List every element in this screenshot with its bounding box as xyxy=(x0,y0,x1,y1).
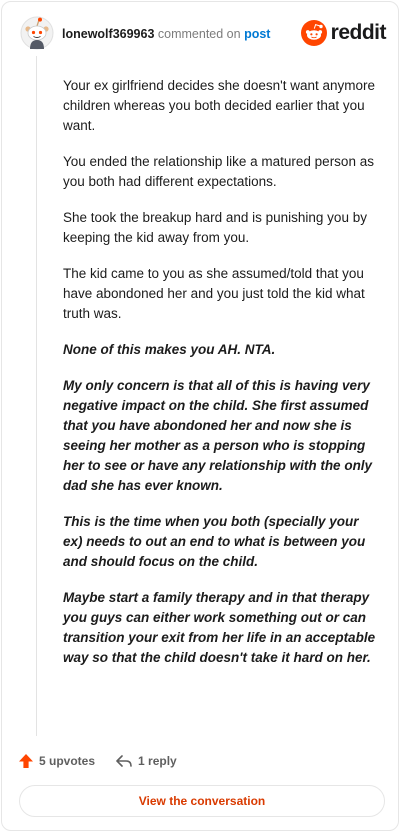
comment-paragraph-emphasis: My only concern is that all of this is having very negative impact on the child. She first assumed that you have abondoned her and now she is seeing her mother as a person who is stopping her to see or have any relationship with the only dad she has ever known. xyxy=(63,378,373,493)
upvote-arrow-icon xyxy=(18,753,34,769)
reply-arrow-icon xyxy=(115,753,133,769)
comment-paragraph: You ended the relationship like a matured person as you both had different expectations. xyxy=(63,154,374,189)
comment-paragraph: Your ex girlfriend decides she doesn't want anymore children whereas you both decided earlier that you want. xyxy=(63,78,376,133)
comment-paragraph-emphasis: Maybe start a family therapy and in that therapy you guys can either work something out or can transition your exit from her life in an acceptable way so that the child doesn't take it hard on her. xyxy=(63,590,376,665)
comment-card xyxy=(1,1,399,831)
snoo-avatar-icon[interactable] xyxy=(20,16,54,50)
commented-on-text: commented on xyxy=(157,27,241,41)
comment-paragraph-emphasis: None of this makes you AH. NTA. xyxy=(63,342,276,357)
reply-button[interactable] xyxy=(115,753,177,769)
reddit-logo[interactable] xyxy=(301,18,386,48)
reply-count: 1 reply xyxy=(138,754,177,768)
comment-paragraph-emphasis: This is the time when you both (specially your ex) needs to out an end to what is between you and should focus on the child. xyxy=(63,514,366,569)
username[interactable]: lonewolf369963 xyxy=(62,27,155,41)
reddit-snoo-icon xyxy=(301,20,327,46)
thread-line[interactable] xyxy=(36,56,37,736)
comment-actions xyxy=(18,751,177,771)
upvote-button[interactable] xyxy=(18,753,95,769)
comment-paragraph: The kid came to you as she assumed/told that you have abondoned her and you just told the kid what truth was. xyxy=(63,266,365,321)
upvote-count: 5 upvotes xyxy=(39,754,96,768)
post-link[interactable]: post xyxy=(244,27,271,41)
comment-meta xyxy=(62,27,270,41)
comment-header xyxy=(20,16,386,56)
reddit-wordmark: reddit xyxy=(330,21,386,44)
comment-body xyxy=(63,76,381,684)
view-conversation-button[interactable]: View the conversation xyxy=(19,785,385,817)
comment-paragraph: She took the breakup hard and is punishing you by keeping the kid away from you. xyxy=(63,210,367,245)
